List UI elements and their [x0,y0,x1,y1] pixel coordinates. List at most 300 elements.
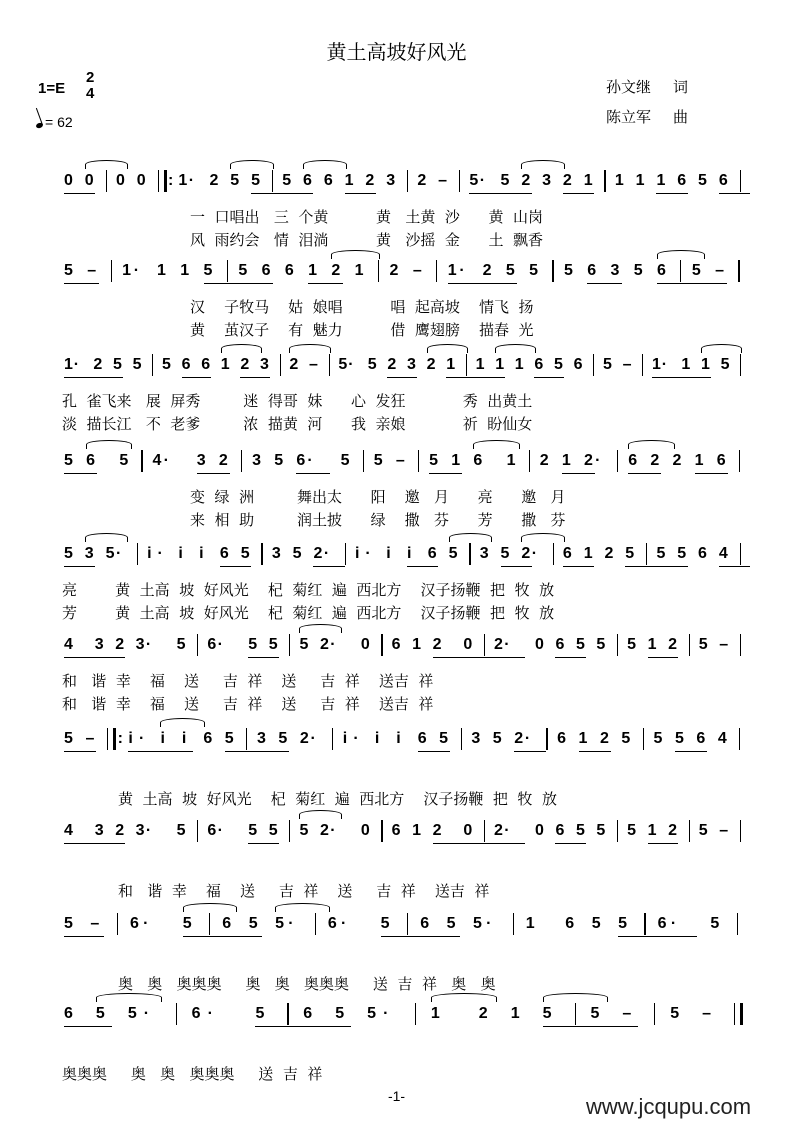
note: 5 [282,172,292,189]
dash-extension: – [622,356,632,373]
slur-arc [543,993,609,1002]
lyric-verse-2: 黄 茧汉子 有 魅力 借 鹰翅膀 描春 光 [190,321,534,339]
note: 2 [432,822,442,839]
beam-underline [257,751,289,752]
beam-underline [555,657,586,658]
note: i [147,545,152,562]
note: 1 [220,356,230,373]
note: 6 [129,915,139,932]
note: 6 [391,636,401,653]
note: 3 [386,172,396,189]
beam-underline [483,283,518,284]
barline [289,820,290,842]
beam-underline [197,473,230,474]
note: 5 [240,545,250,562]
note: 1 [354,262,364,279]
note: 5 [367,356,377,373]
note: 3 [610,262,620,279]
dot-augmentation: · [531,545,538,562]
dash-extension: – [719,822,729,839]
note: 5 [230,172,240,189]
beam-underline [675,751,707,752]
barline [415,1003,416,1025]
barline [644,913,645,935]
dash-extension: – [90,915,100,932]
lyric-verse-2: 芳 黄 土高 坡 好风光 杞 菊红 遍 西北方 汉子扬鞭 把 牧 放 [62,604,555,622]
beam-underline [248,843,279,844]
beam-underline [494,843,525,844]
barline [329,354,330,376]
note: 5 [176,822,186,839]
barline [469,543,470,565]
beam-underline [501,193,532,194]
note: i [342,730,348,747]
beam-underline [563,193,594,194]
note: 4 [64,636,73,653]
note: 0 [360,636,370,653]
beam-underline [64,751,96,752]
beam-underline [238,283,273,284]
beam-underline [494,657,525,658]
note: 2 [93,356,103,373]
time-signature: 2 4 [86,69,95,102]
note: 6 [303,172,312,189]
beam-underline [590,1026,638,1027]
tempo-marking: = 62 [36,114,73,130]
slur-arc [160,718,205,727]
note: 1 [308,262,318,279]
beam-underline [463,657,494,658]
beam-underline [657,283,692,284]
barline [246,728,247,750]
note: 1 [701,356,710,373]
slur-arc [521,160,565,169]
dot-augmentation: · [207,1005,213,1022]
page-number: -1- [387,1088,406,1104]
note: 2 [313,545,323,562]
barline [272,170,273,192]
dot-augmentation: · [348,356,354,373]
note: 6 [420,915,430,932]
note: 5 [132,356,142,373]
note: 1 [635,172,645,189]
beam-underline [282,193,313,194]
slur-arc [427,344,468,353]
note: 6 [191,1005,201,1022]
note: i [178,545,183,562]
beam-underline [204,283,239,284]
barline [740,634,741,656]
dot-augmentation: · [310,730,316,747]
beam-underline [625,566,656,567]
note: 5 [162,356,171,373]
barline [141,450,142,472]
note: i [355,545,360,562]
note: 1 [446,356,456,373]
note: : [167,172,174,189]
note: 6 [417,730,427,747]
barline [546,728,547,750]
note: 5 [268,822,278,839]
note: 2 [482,262,492,279]
note: 3 [135,636,145,653]
note: 1 [344,172,354,189]
note: 6 [656,262,666,279]
note: 6 [391,822,401,839]
note: 2 [494,822,503,839]
note: 6 [696,730,706,747]
note: 5 [338,356,348,373]
note: 6 [207,636,217,653]
barline [381,634,382,656]
slur-arc [303,160,347,169]
barline [604,170,605,192]
barline [484,634,485,656]
barline [241,450,242,472]
dot-augmentation: · [504,822,510,839]
beam-underline [64,936,104,937]
lyric-verse-2: 风 雨约会 情 泪淌 黄 沙摇 金 土 飘香 [190,231,544,249]
dot-augmentation: · [330,822,336,839]
barline [378,260,379,282]
note: 2 [115,636,125,653]
note: 2 [365,172,375,189]
note: 0 [534,822,544,839]
beam-underline [407,566,438,567]
dot-augmentation: · [486,915,492,932]
beam-underline [64,283,99,284]
note: 0 [136,172,146,189]
note: 5 [182,915,192,932]
note: 6 [562,545,572,562]
note: 5 [64,262,73,279]
beam-underline [303,1026,351,1027]
note: i [386,545,391,562]
note: 5 [373,452,383,469]
key-signature: 1=E [38,80,66,97]
note: 5 [720,356,730,373]
dot-augmentation: · [139,730,145,747]
slur-arc [628,440,674,449]
note: 2 [584,452,593,469]
note: 2 [672,452,682,469]
barline [643,728,644,750]
beam-underline [433,657,464,658]
note: 0 [360,822,370,839]
beam-underline [160,751,192,752]
dot-augmentation: · [524,730,531,747]
note: 5 [119,452,129,469]
barline [680,260,681,282]
dot-augmentation: · [307,452,313,469]
note: 5 [64,730,73,747]
note: 2 [478,1005,488,1022]
beam-underline [64,473,97,474]
note: 5 [469,172,479,189]
note: 1 [506,452,516,469]
note: 2 [115,822,125,839]
note: 6 [716,452,726,469]
note: 6 [203,730,213,747]
note: 2 [240,356,250,373]
beam-underline [64,193,95,194]
barline [646,543,647,565]
note: 5 [448,545,458,562]
note: 5 [627,822,637,839]
note: 5 [335,1005,345,1022]
beam-underline [95,843,126,844]
barline [575,1003,576,1025]
note: i [407,545,412,562]
barline [197,820,198,842]
note: 3 [84,545,94,562]
note: 5 [299,636,309,653]
beam-underline [345,193,376,194]
note: 5 [224,730,234,747]
note: 1 [614,172,624,189]
beam-underline [476,377,505,378]
dot-augmentation: · [163,452,169,469]
repeat-barline [734,1003,743,1025]
note: 5 [64,545,73,562]
note: 5 [710,915,720,932]
note: 5 [698,172,707,189]
dot-augmentation: · [504,636,510,653]
beam-underline [555,843,586,844]
note: i [181,730,187,747]
note: 5 [656,545,666,562]
note: 5 [446,915,456,932]
beam-underline [429,473,462,474]
beam-underline [308,283,343,284]
beam-underline [692,283,727,284]
note: 0 [463,636,473,653]
note: 5 [618,915,627,932]
note: 2 [299,730,309,747]
slur-arc [299,624,342,633]
note: 6 [219,545,229,562]
note: 6 [698,545,707,562]
slur-arc [521,533,565,542]
note: 1 [583,172,593,189]
barline [740,820,741,842]
note: 4 [64,822,73,839]
slur-arc [473,440,519,449]
note: 5 [64,915,73,932]
beam-underline [446,377,475,378]
barline [484,820,485,842]
slur-arc [331,250,380,259]
note: 1 [430,1005,440,1022]
dot-augmentation: · [145,822,152,839]
lyric-verse-1: 一 口唱出 三 个黄 黄 土黄 沙 黄 山岗 [190,208,544,226]
note: 6 [181,356,191,373]
lyric-verse-1: 黄 土高 坡 好风光 杞 菊红 遍 西北方 汉子扬鞭 把 牧 放 [118,790,557,808]
slur-arc [449,533,493,542]
note: 5 [554,356,563,373]
note: : [117,730,123,747]
note: 5 [380,915,390,932]
note: 5 [340,452,350,469]
slur-arc [701,344,742,353]
note: 5 [275,915,284,932]
lyric-verse-1: 奥 奥 奥奥奥 奥 奥 奥奥奥 送 吉 祥 奥 奥 [118,975,496,993]
beam-underline [656,193,687,194]
slur-arc [657,250,706,259]
note: 2 [432,636,442,653]
dot-augmentation: · [479,172,486,189]
note: 6 [555,822,565,839]
note: 5 [492,730,502,747]
dash-extension: – [412,262,422,279]
barline [459,170,460,192]
dot-augmentation: · [383,1005,389,1022]
beam-underline [681,377,710,378]
barline [461,728,462,750]
beam-underline [93,377,122,378]
beam-underline [579,751,611,752]
lyric-verse-1: 孔 雀飞来 展 屏秀 迷 得哥 妹 心 发狂 秀 出黄土 [62,392,533,410]
note: 5 [429,452,439,469]
note: 5 [621,730,631,747]
note: 5 [590,1005,600,1022]
beam-underline [648,843,679,844]
note: 6 [573,356,583,373]
barline [737,913,738,935]
barline [407,170,408,192]
note: 4 [718,545,728,562]
beam-underline [618,936,658,937]
beam-underline [719,193,750,194]
note: 1 [178,172,188,189]
barline [176,1003,177,1025]
note: 2 [218,452,228,469]
note: 6 [534,356,544,373]
barline [642,354,643,376]
dash-extension: – [719,636,729,653]
dot-augmentation: · [217,636,223,653]
dot-augmentation: · [115,545,122,562]
barline [137,543,138,565]
barline [740,354,741,376]
note: 5 [367,1005,377,1022]
note: 1 [447,262,457,279]
note: i [199,545,204,562]
note: 1 [647,636,657,653]
beam-underline [719,566,750,567]
beam-underline [562,473,595,474]
note: 2 [331,262,341,279]
dot-augmentation: · [459,262,465,279]
slur-arc [85,160,129,169]
note: 5 [113,356,122,373]
beam-underline [648,657,679,658]
note: 1 [180,262,190,279]
note: 1 [451,452,461,469]
note: 5 [127,1005,137,1022]
beam-underline [64,566,95,567]
note: 1 [525,915,535,932]
barline [689,820,690,842]
barline [617,450,618,472]
note: 5 [251,172,260,189]
beam-underline [658,936,698,937]
note: 1 [412,636,422,653]
lyric-verse-2: 来 相 助 润土披 绿 撒 芬 芳 撒 芬 [190,511,566,529]
beam-underline [313,566,344,567]
score-title: 黄土高坡好风光 [326,40,467,64]
dot-augmentation: · [323,545,330,562]
beam-underline [95,657,126,658]
barline [363,450,364,472]
barline [740,170,741,192]
beam-underline [222,936,262,937]
note: 3 [196,452,206,469]
note: 6 [677,172,687,189]
note: 1 [475,356,485,373]
note: 5 [500,545,510,562]
barline [209,913,210,935]
note: 5 [633,262,643,279]
beam-underline [64,843,95,844]
dot-augmentation: · [595,452,601,469]
note: 6 [473,452,483,469]
lyric-verse-1: 变 绿 洲 舞出太 阳 邀 月 亮 邀 月 [190,488,566,506]
beam-underline [251,193,282,194]
note: 1 [495,356,505,373]
barline [617,820,618,842]
beam-underline [240,377,269,378]
note: 2 [562,172,572,189]
note: 1 [681,356,691,373]
slur-arc [183,903,238,912]
note: 1 [583,545,593,562]
note: i [396,730,401,747]
barline [315,913,316,935]
barline [152,354,153,376]
slur-arc [86,440,132,449]
barline [261,543,262,565]
composer-credit: 陈立军 曲 [606,108,689,126]
note: 2 [521,172,531,189]
note: 2 [289,356,299,373]
note: 6 [284,262,294,279]
beam-underline [182,377,211,378]
note: 2 [599,730,609,747]
beam-underline [225,751,257,752]
note: 5 [274,452,284,469]
dash-extension: – [622,1005,632,1022]
slur-arc [96,993,162,1002]
dash-extension: – [309,356,318,373]
note: 3 [260,356,269,373]
note: 5 [677,545,687,562]
note: 5 [653,730,663,747]
note: 1 [656,172,666,189]
note: 5 [542,1005,552,1022]
dot-augmentation: · [365,545,371,562]
note: 1 [157,262,166,279]
note: 5 [625,545,635,562]
lyric-verse-1: 亮 黄 土高 坡 好风光 杞 菊红 遍 西北方 汉子扬鞭 把 牧 放 [62,581,555,599]
note: 2 [387,356,397,373]
note: 5 [255,1005,265,1022]
note: 0 [64,172,73,189]
beam-underline [418,751,450,752]
beam-underline [248,657,279,658]
lyric-verse-1: 和 谐 幸 福 送 吉 祥 送 吉 祥 送吉 祥 [118,882,490,900]
dot-augmentation: · [145,636,152,653]
